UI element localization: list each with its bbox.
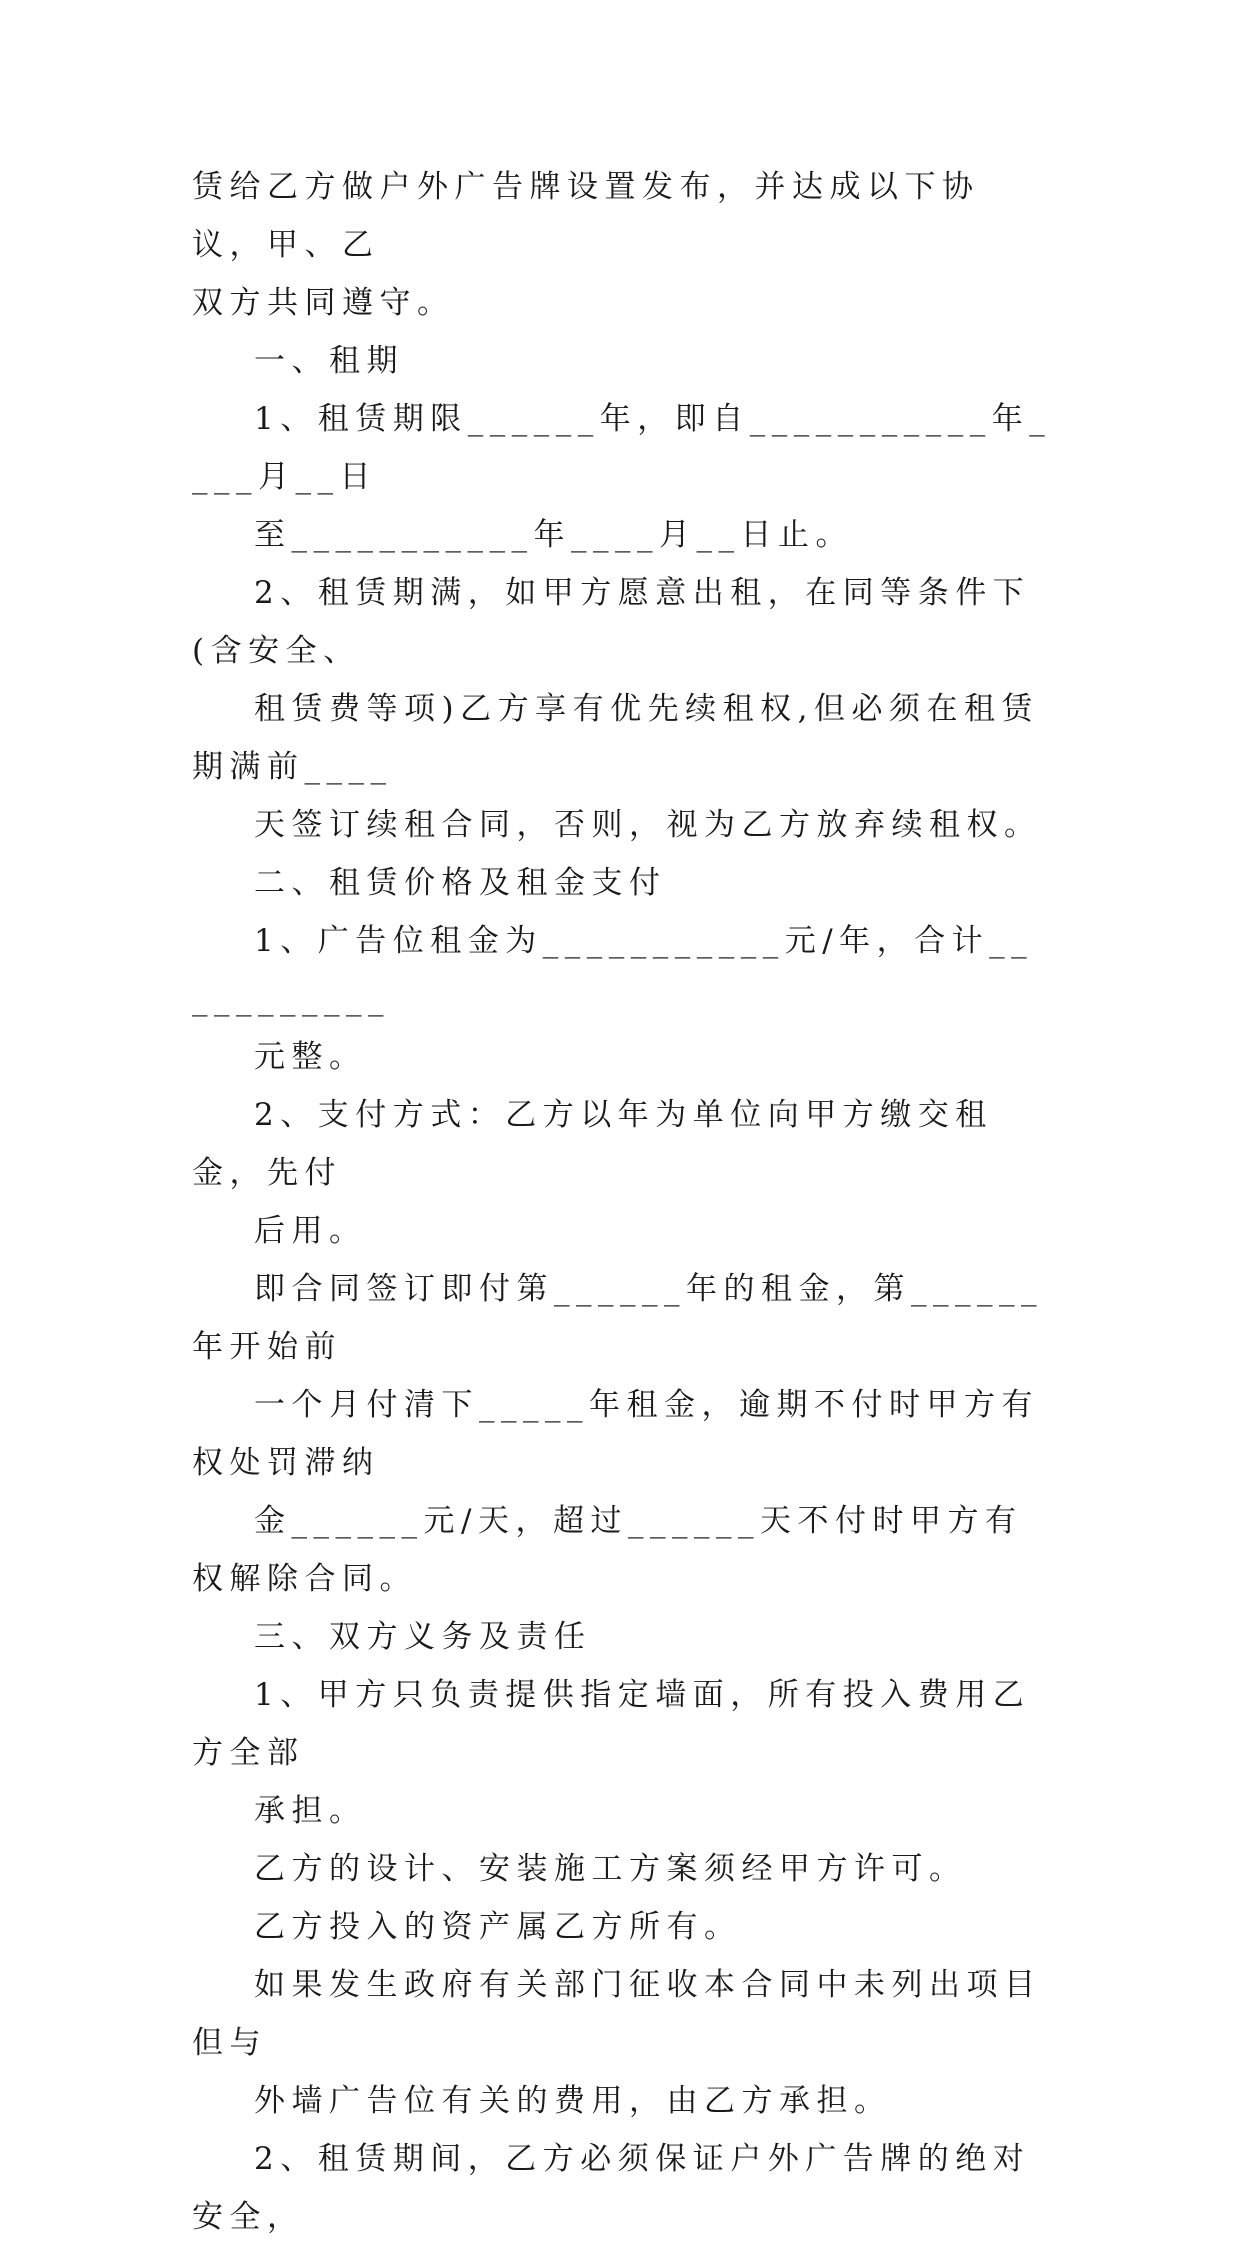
heading-text: 二、租赁价格及租金支付 bbox=[254, 865, 667, 901]
heading-text: 一、租期 bbox=[254, 343, 404, 379]
text-line: 即合同签订即付第______年的租金，第______年开始前 bbox=[192, 1271, 1043, 1365]
section-heading-lease-term bbox=[192, 332, 1052, 390]
text-line: 2、支付方式：乙方以年为单位向甲方缴交租金，先付 bbox=[192, 1097, 993, 1191]
text-line: 1、租赁期限______年，即自___________年____月__日 bbox=[192, 401, 1052, 495]
text-line: 双方共同遵守。 bbox=[192, 285, 455, 321]
paragraph-intro bbox=[192, 158, 1052, 332]
text-line: 1、甲方只负责提供指定墙面，所有投入费用乙方全部 bbox=[192, 1677, 1031, 1771]
section-heading-price bbox=[192, 854, 1052, 912]
text-line: 天签订续租合同，否则，视为乙方放弃续租权。 bbox=[254, 807, 1042, 843]
paragraph-renewal bbox=[192, 564, 1052, 854]
contract-body bbox=[192, 158, 1052, 2246]
paragraph-government-fees bbox=[192, 1956, 1052, 2130]
paragraph-lease-period bbox=[192, 390, 1052, 564]
text-line: 2、租赁期满，如甲方愿意出租，在同等条件下(含安全、 bbox=[192, 575, 1031, 669]
text-line: 至___________年____月__日止。 bbox=[254, 517, 853, 553]
section-heading-obligations bbox=[192, 1608, 1052, 1666]
text-line: 金______元/天，超过______天不付时甲方有权解除合同。 bbox=[192, 1503, 1023, 1597]
text-line: 如果发生政府有关部门征收本合同中未列出项目但与 bbox=[192, 1967, 1042, 2061]
paragraph-party-a-duty bbox=[192, 1666, 1052, 1840]
text-line: 外墙广告位有关的费用，由乙方承担。 bbox=[254, 2083, 892, 2119]
paragraph-rent-amount bbox=[192, 912, 1052, 1086]
text-line: 1、广告位租金为___________元/年，合计___________ bbox=[192, 923, 1034, 1017]
paragraph-design-approval bbox=[192, 1840, 1052, 1898]
heading-text: 三、双方义务及责任 bbox=[254, 1619, 592, 1655]
paragraph-asset-ownership bbox=[192, 1898, 1052, 1956]
text-line: 乙方的设计、安装施工方案须经甲方许可。 bbox=[254, 1851, 967, 1887]
text-line: 租赁费等项)乙方享有优先续租权,但必须在租赁期满前____ bbox=[192, 691, 1039, 785]
text-line: 元整。 bbox=[254, 1039, 367, 1075]
text-line: 乙方投入的资产属乙方所有。 bbox=[254, 1909, 742, 1945]
text-line: 2、租赁期间，乙方必须保证户外广告牌的绝对安全， bbox=[192, 2141, 1031, 2235]
paragraph-payment-method bbox=[192, 1086, 1052, 1260]
text-line: 承担。 bbox=[254, 1793, 367, 1829]
paragraph-safety bbox=[192, 2130, 1052, 2246]
paragraph-payment-schedule bbox=[192, 1260, 1052, 1608]
text-line: 一个月付清下_____年租金，逾期不付时甲方有权处罚滞纳 bbox=[192, 1387, 1039, 1481]
text-line: 赁给乙方做户外广告牌设置发布，并达成以下协议，甲、乙 bbox=[192, 169, 980, 263]
text-line: 后用。 bbox=[254, 1213, 367, 1249]
